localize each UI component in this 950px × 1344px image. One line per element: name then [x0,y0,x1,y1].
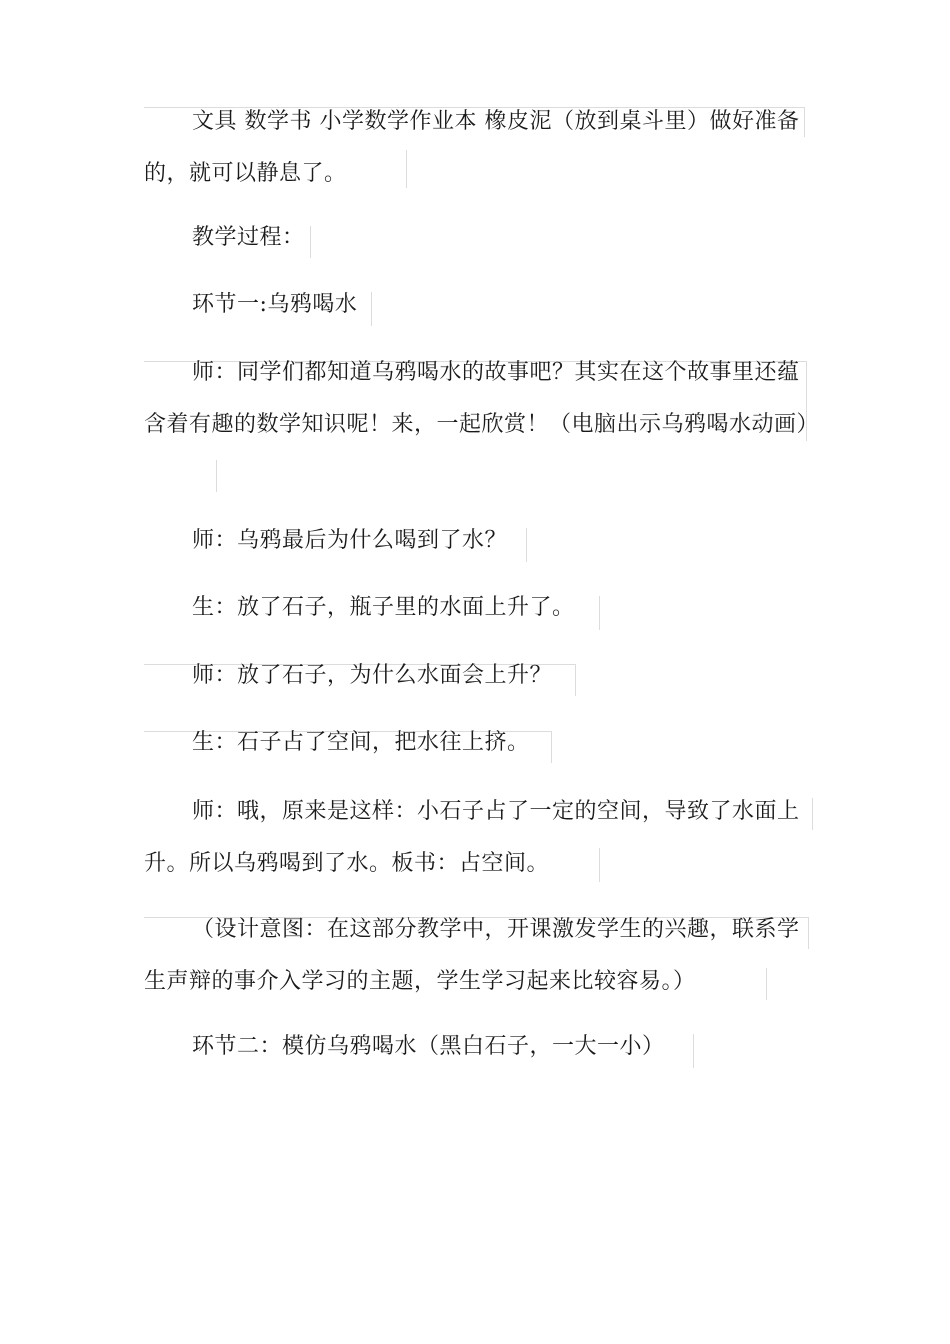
paragraph-text: 生：石子占了空间，把水往上挤。 [192,730,530,755]
paragraph [144,650,812,702]
paragraph [144,212,812,264]
paragraph [144,904,812,1008]
paragraph-text: （设计意图：在这部分教学中，开课激发学生的兴趣，联系学生声辩的事介入学习的主题，学生学习起来比较容易。） [144,917,800,994]
paragraph-text: 生：放了石子，瓶子里的水面上升了。 [192,595,575,620]
paragraph-text: 教学过程： [192,225,305,250]
paragraph-text: 师：哦，原来是这样：小石子占了一定的空间，导致了水面上升。所以乌鸦喝到了水。板书：占空间。 [144,799,800,876]
paragraph-text: 师：乌鸦最后为什么喝到了水？ [192,528,508,553]
text-frame-border [812,798,813,830]
paragraph [144,786,812,890]
paragraph [144,515,812,567]
paragraph [144,582,812,634]
paragraph-text: 师：同学们都知道乌鸦喝水的故事吧？其实在这个故事里还蕴含着有趣的数学知识呢！来，一起欣赏！（电脑出示乌鸦喝水动画） [144,360,820,437]
text-frame-border [216,460,217,492]
paragraph-text: 环节一:乌鸦喝水 [192,292,358,317]
paragraph [144,279,812,331]
paragraph-text: 环节二：模仿乌鸦喝水（黑白石子，一大一小） [192,1034,665,1059]
paragraph [144,1021,812,1073]
paragraph [144,717,812,769]
paragraph-text: 文具 数学书 小学数学作业本 橡皮泥（放到桌斗里）做好准备的，就可以静息了。 [144,109,800,186]
paragraph-text: 师：放了石子，为什么水面会上升？ [192,663,553,688]
paragraph [144,347,820,451]
paragraph [144,96,812,200]
